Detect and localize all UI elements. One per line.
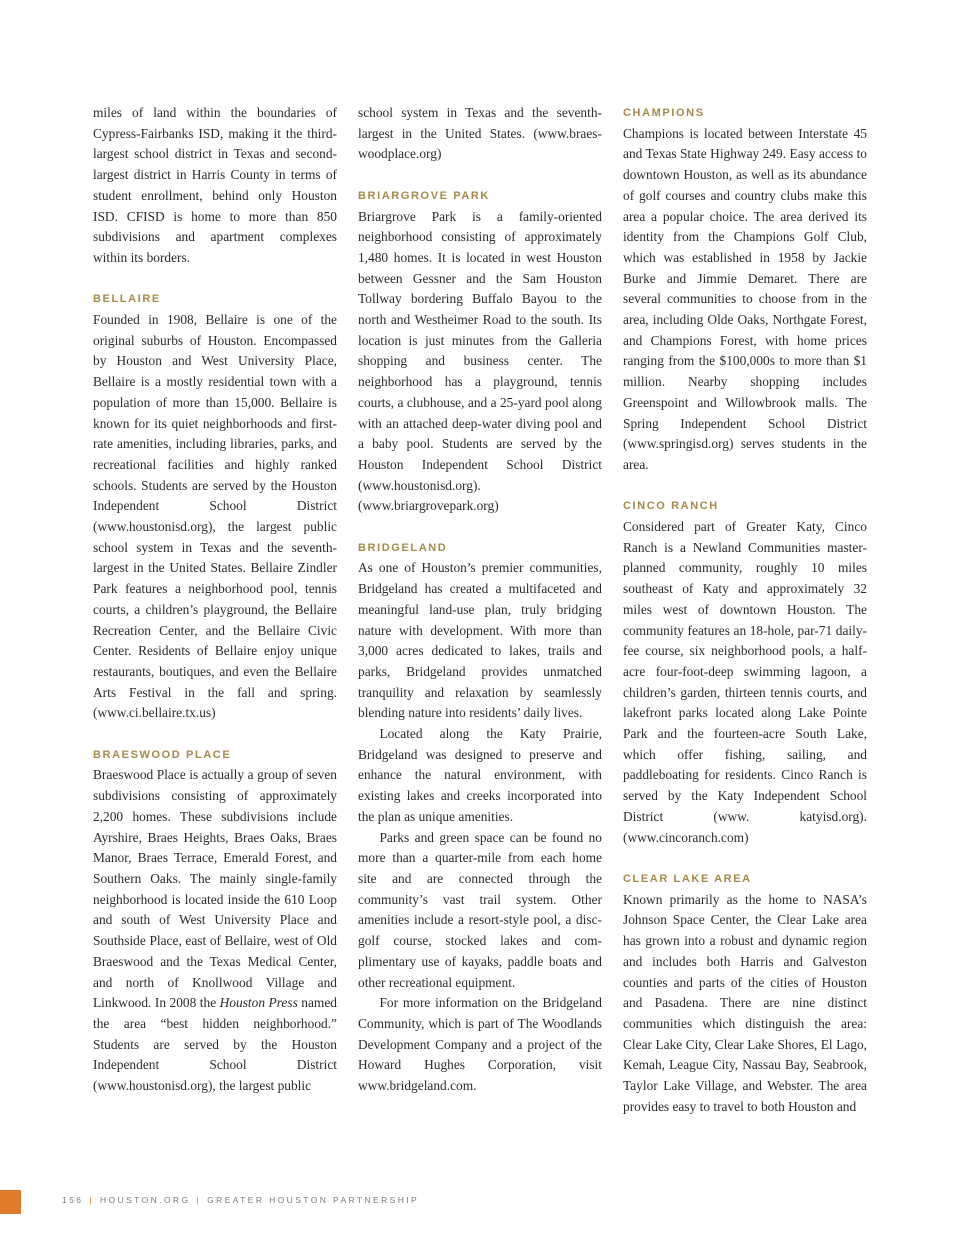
champions-section xyxy=(623,103,867,476)
braeswood-text-part2: named the area “best hidden neighborhood.” Students are served by the Houston Independent School District (www.houstonisd.org), the largest public xyxy=(93,995,337,1094)
footer-site-link: HOUSTON.ORG xyxy=(100,1195,191,1205)
braeswood-continuation-text: school system in Texas and the seventh-largest in the United States. (www.braeswoodplace.org) xyxy=(358,105,602,162)
bridgeland-heading: BRIDGELAND xyxy=(358,541,448,554)
page-number: 156 xyxy=(62,1195,84,1205)
bellaire-section xyxy=(93,289,337,724)
column-1 xyxy=(93,103,337,1117)
column-3 xyxy=(623,103,867,1138)
bridgeland-paragraph-3: Parks and green space can be found no more than a quarter-mile from each home site and are connected through the community’s vast trail system. Other amenities include a resort-style pool, a disc-golf course, stocked lakes and complimentary use of kayaks, paddle boats and other recreational equipment. xyxy=(358,829,602,990)
footer-organization: GREATER HOUSTON PARTNERSHIP xyxy=(207,1195,420,1205)
houston-press-title: Houston Press xyxy=(219,995,298,1011)
page-footer xyxy=(0,1190,600,1214)
champions-text: Champions is located between Interstate 45 and Texas State Highway 249. Easy access to downtown Houston, as well as its abundance of golf courses and country clubs make this area a popular choice. The area derived its identity from the Champions Golf Club, which was established in 1958 by Jackie Burke and Jimmie Demaret. There are several communities to choose from in the area, including Olde Oaks, Northgate Forest, and Champions Forest, with home prices ranging from the $100,000s to more than $1 million. Nearby shopping includes Greenspoint and Willowbrook malls. The Spring Independent School District (www.springisd.org) serves students in the area. xyxy=(623,125,867,472)
bridgeland-paragraph-2: Located along the Katy Prairie, Bridgeland was designed to preserve and enhance the natural environment, with existing lakes and creeks incorporated into the plan as unique amenities. xyxy=(358,726,602,824)
braeswood-text xyxy=(93,765,337,1096)
footer-separator-2: | xyxy=(196,1195,202,1205)
briargrove-heading: BRIARGROVE PARK xyxy=(358,189,490,202)
cinco-ranch-text: Considered part of Greater Katy, Cinco Ranch is a Newland Communities master-planned community, roughly 10 miles southeast of Katy and approximately 32 miles west of downtown Houston. The community features an 18-hole, par-71 daily-fee course, six neighborhood pools, a half-acre four-foot-deep swimming lagoon, a children’s garden, thirteen tennis courts, and lakefront parks located along Lake Pointe Park and the fourteen-acre South Lake, which offer fishing, sailing, and paddleboating for residents. Cinco Ranch is served by the Katy Independent School District (www. katyisd.org). (www.cincoranch.com) xyxy=(623,519,867,845)
column-2 xyxy=(358,103,602,1117)
braeswood-text-part1: Braeswood Place is actually a group of seven subdivisions consisting of approximately 2,200 homes. These subdivisions include Ayrshire, Braes Heights, Braes Oaks, Braes Manor, Braes Terrace, Emerald Forest, and Southern Oaks. The mainly single-family neighborhood is located inside the 610 Loop and south of West University Place and Southside Place, east of Bellaire, west of Old Braeswood and the Texas Medical Center, and north of Knollwood Village and Linkwood. In 2008 the xyxy=(93,767,337,1011)
cfisd-text: miles of land within the boundaries of Cypress-Fairbanks ISD, making it the third-largest school district in Texas and second-largest district in Harris County in terms of student enrollment, behind only Houston ISD. CFISD is home to more than 850 subdivisions and apartment complexes within its borders. xyxy=(93,105,337,265)
footer-separator-1: | xyxy=(89,1195,94,1205)
bridgeland-paragraph-4: For more information on the Bridgeland Community, which is part of The Woodlands Development Company and a project of the Howard Hughes Corporation, visit www.bridgeland.com. xyxy=(358,995,602,1094)
champions-heading: CHAMPIONS xyxy=(623,107,705,119)
bellaire-text: Founded in 1908, Bellaire is one of the original suburbs of Houston. Encompassed by Houston and West University Place, Bellaire is a mostly residential town with a population of more than 15,000. Bellaire is known for its quiet neighborhoods and first-rate amenities, including libraries, parks, and recreational facilities and highly ranked schools. Students are served by the Houston Independent School District (www.houstonisd.org), the largest public school system in Texas and the seventh-largest in the United States. Bellaire Zindler Park features a neighborhood pool, tennis courts, a children’s playground, the Bellaire Recreation Center, and the Bellaire Civic Center. Residents of Bellaire enjoy unique restaurants, boutiques, and even the Bellaire Arts Festival in the fall and spring. (www.ci.bellaire.tx.us) xyxy=(93,312,337,721)
clear-lake-section xyxy=(623,869,867,1117)
footer-text xyxy=(62,1195,419,1205)
cinco-ranch-section xyxy=(623,496,867,848)
cfisd-continuation xyxy=(93,103,337,269)
braeswood-continuation xyxy=(358,103,602,165)
footer-accent-block xyxy=(0,1190,21,1214)
bellaire-heading: BELLAIRE xyxy=(93,293,161,306)
braeswood-section xyxy=(93,745,337,1097)
briargrove-section xyxy=(358,186,602,517)
cinco-ranch-heading: CINCO RANCH xyxy=(623,500,719,513)
braeswood-heading: BRAESWOOD PLACE xyxy=(93,748,232,761)
bridgeland-section xyxy=(358,538,602,1097)
clear-lake-heading: CLEAR LAKE AREA xyxy=(623,872,752,885)
briargrove-text: Briargrove Park is a family-oriented neighborhood consisting of approximately 1,480 homes. It is located in west Houston between Gessner and the Sam Houston Tollway bordering Buffalo Bayou to the north and Westheimer Road to the south. Its location is just minutes from the Galleria shopping and business center. The neighborhood has a playground, tennis courts, a clubhouse, and a 25-yard pool along with an attached deep-water diving pool and a baby pool. Students are served by the Houston Independent School District (www.houstonisd.org). (www.briargrovepark.org) xyxy=(358,208,602,514)
bridgeland-paragraph-1: As one of Houston’s premier communities, Bridgeland has created a multifaceted and meaningful land-use plan, truly bridging nature with development. With more than 3,000 acres dedicated to lakes, trails and parks, Bridgeland provides unmatched tranquility and relaxation by seamlessly blending nature into residents’ daily lives. xyxy=(358,560,602,721)
clear-lake-text: Known primarily as the home to NASA’s Johnson Space Center, the Clear Lake area has grown into a robust and dynamic region and includes both Harris and Galveston counties and parts of the cities of Houston and Pasadena. There are nine distinct communities which distinguish the area: Clear Lake City, Clear Lake Shores, El Lago, Kemah, League City, Nassau Bay, Seabrook, Taylor Lake Village, and Webster. The area provides easy to travel to both Houston and xyxy=(623,891,867,1114)
